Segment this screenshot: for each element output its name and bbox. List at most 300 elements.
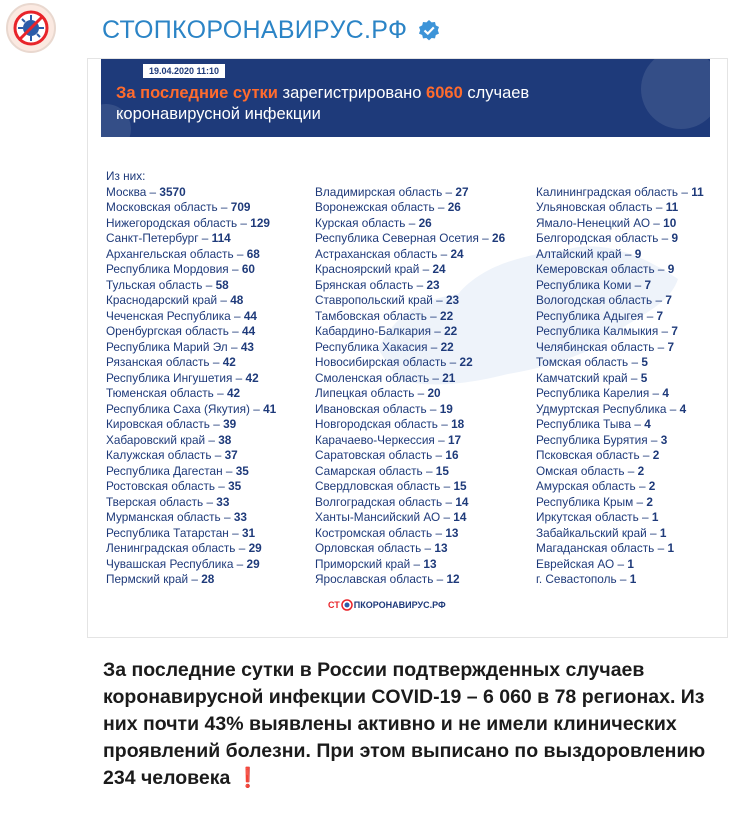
region-count: 29 bbox=[248, 541, 262, 555]
region-count: 7 bbox=[644, 277, 652, 292]
region-name: Республика Тыва bbox=[536, 417, 632, 431]
region-row bbox=[536, 216, 704, 232]
region-name: Курская область bbox=[315, 215, 406, 230]
region-separator: – bbox=[220, 510, 234, 524]
region-row bbox=[536, 278, 704, 294]
region-count: 4 bbox=[644, 417, 651, 431]
region-name: Санкт-Петербург bbox=[106, 231, 199, 245]
region-name: Орловская область bbox=[315, 541, 422, 555]
region-row bbox=[315, 386, 505, 402]
region-name: Амурская область bbox=[536, 479, 636, 493]
region-count: 19 bbox=[439, 401, 453, 416]
region-separator: – bbox=[203, 494, 217, 509]
region-name: Кемеровская область bbox=[536, 262, 655, 276]
region-separator: – bbox=[643, 308, 657, 323]
region-count: 26 bbox=[447, 200, 461, 214]
region-separator: – bbox=[228, 525, 242, 540]
region-count: 26 bbox=[492, 231, 506, 245]
headline-number: 6060 bbox=[426, 84, 463, 102]
region-separator: – bbox=[633, 494, 647, 509]
region-count: 60 bbox=[241, 262, 255, 276]
region-separator: – bbox=[433, 572, 447, 586]
region-name: Республика Адыгея bbox=[536, 308, 644, 323]
region-name: Ивановская область bbox=[315, 401, 427, 416]
region-name: Республика Хакасия bbox=[315, 339, 428, 354]
region-name: Ульяновская область bbox=[536, 200, 653, 214]
channel-avatar[interactable] bbox=[6, 3, 56, 53]
region-separator: – bbox=[616, 572, 630, 586]
region-separator: – bbox=[649, 386, 663, 400]
region-name: Липецкая область bbox=[315, 386, 415, 400]
region-separator: – bbox=[628, 355, 642, 369]
region-row bbox=[536, 448, 704, 464]
region-row bbox=[106, 324, 276, 340]
region-count: 5 bbox=[640, 370, 648, 385]
region-separator: – bbox=[426, 308, 441, 323]
region-row bbox=[536, 495, 704, 511]
region-count: 7 bbox=[665, 293, 672, 307]
region-separator: – bbox=[639, 448, 653, 462]
region-separator: – bbox=[631, 277, 645, 292]
region-separator: – bbox=[146, 184, 160, 199]
region-row bbox=[106, 510, 276, 526]
region-row bbox=[315, 247, 505, 263]
region-row bbox=[106, 200, 276, 216]
region-count: 13 bbox=[445, 525, 459, 540]
region-row bbox=[106, 479, 276, 495]
region-count: 3570 bbox=[159, 184, 186, 199]
region-row bbox=[315, 510, 505, 526]
report-date: 19.04.2020 11:10 bbox=[143, 64, 225, 78]
region-count: 28 bbox=[201, 572, 215, 586]
region-row bbox=[315, 293, 505, 309]
region-separator: – bbox=[627, 370, 641, 385]
region-name: Камчатский край bbox=[536, 370, 628, 385]
region-separator: – bbox=[430, 324, 445, 338]
region-separator: – bbox=[215, 479, 229, 493]
region-row bbox=[315, 448, 505, 464]
exclamation-emoji-icon: ❗ bbox=[235, 767, 261, 789]
region-row bbox=[315, 417, 505, 433]
region-separator: – bbox=[647, 432, 661, 447]
region-name: Псковская область bbox=[536, 448, 640, 462]
region-name: Владимирская область bbox=[315, 184, 443, 199]
region-row bbox=[315, 262, 505, 278]
region-row bbox=[315, 526, 505, 542]
region-name: Тюменская область bbox=[106, 386, 214, 400]
region-row bbox=[536, 293, 704, 309]
region-count: 15 bbox=[435, 463, 449, 478]
region-separator: – bbox=[410, 556, 424, 571]
region-name: Новосибирская область bbox=[315, 355, 447, 369]
region-separator: – bbox=[437, 246, 451, 261]
region-row bbox=[536, 324, 704, 340]
region-separator: – bbox=[658, 231, 672, 245]
region-name: Республика Саха (Якутия) bbox=[106, 401, 250, 416]
region-count: 10 bbox=[663, 215, 677, 230]
region-row bbox=[106, 340, 276, 356]
region-separator: – bbox=[678, 184, 692, 199]
region-count: 39 bbox=[223, 417, 237, 431]
virus-decoration bbox=[641, 59, 710, 129]
region-name: Республика Северная Осетия bbox=[315, 231, 479, 245]
region-row bbox=[315, 355, 505, 371]
region-separator: – bbox=[413, 277, 427, 292]
region-row bbox=[315, 495, 505, 511]
region-row bbox=[315, 371, 505, 387]
region-name: Республика Крым bbox=[536, 494, 634, 509]
region-count: 4 bbox=[679, 401, 687, 416]
region-row bbox=[106, 572, 276, 588]
regions-column-1 bbox=[106, 169, 276, 588]
region-row bbox=[106, 309, 276, 325]
region-name: Еврейская АО bbox=[536, 556, 615, 571]
region-separator: – bbox=[429, 370, 443, 385]
region-count: 7 bbox=[656, 308, 664, 323]
region-row bbox=[315, 324, 505, 340]
region-separator: – bbox=[621, 246, 635, 261]
region-separator: – bbox=[646, 525, 660, 540]
region-name: Саратовская область bbox=[315, 448, 433, 462]
region-count: 16 bbox=[445, 448, 459, 462]
region-count: 35 bbox=[228, 479, 242, 493]
region-count: 12 bbox=[446, 572, 460, 586]
region-count: 14 bbox=[455, 494, 469, 509]
region-name: Республика Ингушетия bbox=[106, 370, 233, 385]
region-separator: – bbox=[427, 339, 441, 354]
region-count: 38 bbox=[218, 432, 232, 447]
channel-name[interactable]: СТОПКОРОНАВИРУС.РФ bbox=[102, 16, 408, 44]
region-separator: – bbox=[426, 401, 440, 416]
region-count: 29 bbox=[246, 556, 260, 571]
region-count: 1 bbox=[667, 541, 674, 555]
region-row bbox=[315, 185, 505, 201]
region-separator: – bbox=[422, 463, 436, 478]
region-row bbox=[315, 557, 505, 573]
verified-badge-icon bbox=[417, 19, 441, 43]
region-separator: – bbox=[440, 479, 454, 493]
region-name: Омская область bbox=[536, 463, 625, 478]
region-row bbox=[315, 541, 505, 557]
headline-prefix: За последние сутки bbox=[116, 84, 278, 102]
region-row bbox=[106, 495, 276, 511]
region-name: Приморский край bbox=[315, 556, 411, 571]
region-row bbox=[315, 231, 505, 247]
region-separator: – bbox=[652, 293, 666, 307]
region-count: 37 bbox=[224, 448, 238, 462]
region-separator: – bbox=[217, 293, 231, 307]
region-row bbox=[536, 464, 704, 480]
region-row bbox=[536, 510, 704, 526]
channel-header bbox=[102, 16, 441, 45]
region-separator: – bbox=[209, 355, 223, 369]
region-separator: – bbox=[432, 525, 446, 540]
region-count: 7 bbox=[671, 324, 678, 338]
region-count: 26 bbox=[418, 215, 432, 230]
region-separator: – bbox=[202, 277, 216, 292]
region-separator: – bbox=[666, 401, 680, 416]
region-name: Краснодарский край bbox=[106, 293, 218, 307]
region-name: Томская область bbox=[536, 355, 629, 369]
region-count: 129 bbox=[250, 215, 270, 230]
region-row bbox=[315, 479, 505, 495]
region-separator: – bbox=[237, 215, 251, 230]
region-count: 7 bbox=[667, 339, 675, 354]
region-count: 22 bbox=[440, 308, 454, 323]
region-row bbox=[106, 526, 276, 542]
region-count: 22 bbox=[444, 324, 458, 338]
region-row bbox=[315, 216, 505, 232]
infographic-image[interactable] bbox=[87, 58, 728, 638]
region-separator: – bbox=[233, 556, 247, 571]
region-separator: – bbox=[442, 184, 456, 199]
region-separator: – bbox=[414, 386, 428, 400]
region-name: Республика Бурятия bbox=[536, 432, 648, 447]
region-separator: – bbox=[228, 324, 243, 338]
region-name: Красноярский край bbox=[315, 262, 420, 276]
region-row bbox=[106, 355, 276, 371]
region-row bbox=[106, 417, 276, 433]
region-separator: – bbox=[652, 200, 666, 214]
region-count: 21 bbox=[442, 370, 456, 385]
post-text: За последние сутки в России подтвержденных случаев коронавирусной инфекции COVID-19 – 6 060 в 78 регионах. Из них почти 43% выявлены активно и не имели клинических проявлений болезни. При этом выписано по выздоровлению 234 человека bbox=[103, 659, 706, 789]
region-row bbox=[536, 340, 704, 356]
region-name: Тверская область bbox=[106, 494, 204, 509]
region-name: Чеченская Республика bbox=[106, 308, 231, 323]
region-name: Смоленская область bbox=[315, 370, 430, 385]
region-row bbox=[106, 464, 276, 480]
region-separator: – bbox=[232, 370, 246, 385]
region-count: 48 bbox=[230, 293, 244, 307]
regions-column-2 bbox=[315, 185, 505, 588]
region-count: 11 bbox=[665, 200, 679, 214]
region-name: г. Севастополь bbox=[536, 572, 617, 586]
region-row bbox=[536, 417, 704, 433]
region-name: Рязанская область bbox=[106, 355, 210, 369]
headline-suffix: случаев коронавирусной инфекции bbox=[116, 84, 530, 123]
region-row bbox=[536, 309, 704, 325]
region-name: Ямало-Ненецкий АО bbox=[536, 215, 651, 230]
region-name: Архангельская область bbox=[106, 246, 234, 261]
region-count: 24 bbox=[432, 262, 446, 276]
region-count: 13 bbox=[423, 556, 437, 571]
region-separator: – bbox=[614, 556, 628, 571]
region-row bbox=[536, 185, 704, 201]
region-count: 41 bbox=[263, 401, 277, 416]
region-name: Кировская область bbox=[106, 417, 210, 431]
region-name: Республика Татарстан bbox=[106, 525, 229, 540]
region-row bbox=[315, 200, 505, 216]
region-row bbox=[106, 541, 276, 557]
region-name: Нижегородская область bbox=[106, 215, 238, 230]
region-count: 2 bbox=[646, 494, 653, 509]
logo-virus-icon bbox=[341, 599, 353, 611]
region-separator: – bbox=[446, 355, 460, 369]
region-separator: – bbox=[217, 200, 231, 214]
region-name: Кабардино-Балкария bbox=[315, 324, 431, 338]
region-count: 27 bbox=[455, 184, 469, 199]
region-name: Ростовская область bbox=[106, 479, 215, 493]
region-row bbox=[106, 402, 276, 418]
region-name: Пермский край bbox=[106, 572, 189, 586]
region-count: 22 bbox=[459, 355, 473, 369]
region-count: 42 bbox=[222, 355, 236, 369]
region-count: 13 bbox=[434, 541, 448, 555]
region-name: Ханты-Мансийский АО bbox=[315, 510, 441, 524]
region-name: Республика Марий Эл bbox=[106, 339, 228, 354]
region-name: Забайкальский край bbox=[536, 525, 647, 540]
logo-part-1: СТ bbox=[328, 600, 340, 610]
region-name: Вологодская область bbox=[536, 293, 653, 307]
region-separator: – bbox=[211, 448, 225, 462]
region-name: Самарская область bbox=[315, 463, 423, 478]
region-separator: – bbox=[405, 215, 419, 230]
region-separator: – bbox=[419, 262, 433, 276]
region-separator: – bbox=[440, 510, 454, 524]
region-separator: – bbox=[198, 231, 212, 245]
region-row bbox=[315, 278, 505, 294]
region-count: 2 bbox=[652, 448, 660, 462]
region-count: 42 bbox=[226, 386, 241, 400]
regions-column-3 bbox=[536, 185, 704, 588]
region-name: Республика Дагестан bbox=[106, 463, 223, 478]
region-name: Калининградская область bbox=[536, 184, 679, 199]
region-count: 24 bbox=[450, 246, 464, 261]
region-separator: – bbox=[442, 494, 456, 509]
region-name: Брянская область bbox=[315, 277, 414, 292]
region-row bbox=[315, 340, 505, 356]
stopcoronavirus-logo bbox=[328, 599, 446, 611]
region-row bbox=[106, 216, 276, 232]
region-name: Волгоградская область bbox=[315, 494, 443, 509]
region-name: Белгородская область bbox=[536, 231, 659, 245]
virus-logo-icon bbox=[12, 9, 50, 47]
region-separator: – bbox=[434, 432, 448, 447]
region-count: 1 bbox=[651, 510, 659, 524]
region-name: Хабаровский край bbox=[106, 432, 206, 447]
region-name: Иркутская область bbox=[536, 510, 639, 524]
region-separator: – bbox=[421, 541, 435, 555]
region-name: Костромская область bbox=[315, 525, 433, 540]
region-name: Москва bbox=[106, 184, 147, 199]
region-separator: – bbox=[228, 262, 242, 276]
region-row bbox=[536, 479, 704, 495]
region-name: Ставропольский край bbox=[315, 293, 433, 307]
region-count: 22 bbox=[440, 339, 454, 354]
region-count: 44 bbox=[243, 308, 257, 323]
region-count: 4 bbox=[662, 386, 669, 400]
region-count: 43 bbox=[240, 339, 254, 354]
region-count: 1 bbox=[627, 556, 634, 571]
region-separator: – bbox=[188, 572, 202, 586]
region-separator: – bbox=[222, 463, 236, 478]
region-name: Республика Мордовия bbox=[106, 262, 229, 276]
region-separator: – bbox=[205, 432, 219, 447]
region-separator: – bbox=[213, 386, 227, 400]
region-name: Тамбовская область bbox=[315, 308, 427, 323]
region-count: 31 bbox=[241, 525, 256, 540]
region-separator: – bbox=[635, 479, 649, 493]
region-row bbox=[315, 464, 505, 480]
region-name: Карачаево-Черкессия bbox=[315, 432, 435, 447]
region-row bbox=[536, 433, 704, 449]
region-name: Мурманская область bbox=[106, 510, 221, 524]
region-separator: – bbox=[235, 541, 249, 555]
region-row bbox=[106, 448, 276, 464]
region-row bbox=[536, 402, 704, 418]
region-row bbox=[536, 526, 704, 542]
region-count: 11 bbox=[691, 184, 704, 199]
region-name: Алтайский край bbox=[536, 246, 622, 261]
region-row bbox=[315, 433, 505, 449]
region-name: Астраханская область bbox=[315, 246, 438, 261]
region-row bbox=[106, 185, 276, 201]
region-count: 9 bbox=[671, 231, 679, 245]
region-row bbox=[536, 355, 704, 371]
region-row bbox=[536, 572, 704, 588]
region-row bbox=[106, 557, 276, 573]
region-row bbox=[536, 200, 704, 216]
region-row bbox=[536, 371, 704, 387]
region-name: Ленинградская область bbox=[106, 541, 236, 555]
region-name: Тульская область bbox=[106, 277, 203, 292]
region-name: Оренбургская область bbox=[106, 324, 229, 338]
region-name: Ярославская область bbox=[315, 572, 434, 586]
region-separator: – bbox=[654, 541, 668, 555]
banner-headline bbox=[116, 83, 636, 125]
region-name: Новгородская область bbox=[315, 417, 438, 431]
region-name: Московская область bbox=[106, 200, 218, 214]
region-name: Челябинская область bbox=[536, 339, 655, 354]
region-name: Республика Калмыкия bbox=[536, 324, 659, 338]
region-count: 15 bbox=[453, 479, 467, 493]
region-count: 3 bbox=[660, 432, 668, 447]
region-row bbox=[315, 309, 505, 325]
region-separator: – bbox=[658, 324, 672, 338]
region-count: 68 bbox=[246, 246, 260, 261]
region-row bbox=[106, 433, 276, 449]
region-separator: – bbox=[230, 308, 244, 323]
region-row bbox=[536, 231, 704, 247]
region-row bbox=[315, 572, 505, 588]
region-row bbox=[536, 247, 704, 263]
region-name: Чувашская Республика bbox=[106, 556, 234, 571]
region-separator: – bbox=[209, 417, 224, 431]
region-separator: – bbox=[437, 417, 452, 431]
region-row bbox=[106, 278, 276, 294]
region-name: Республика Карелия bbox=[536, 386, 650, 400]
region-row bbox=[106, 247, 276, 263]
region-count: 17 bbox=[447, 432, 462, 447]
region-count: 35 bbox=[235, 463, 249, 478]
post-message bbox=[103, 657, 708, 792]
region-count: 58 bbox=[215, 277, 229, 292]
region-row bbox=[315, 402, 505, 418]
region-name: Свердловская область bbox=[315, 479, 441, 493]
region-count: 1 bbox=[629, 572, 637, 586]
region-count: 2 bbox=[637, 463, 645, 478]
region-separator: – bbox=[478, 231, 493, 245]
region-count: 1 bbox=[659, 525, 667, 540]
region-count: 23 bbox=[445, 293, 460, 307]
region-name: Воронежская область bbox=[315, 200, 435, 214]
region-count: 5 bbox=[641, 355, 648, 369]
region-row bbox=[536, 386, 704, 402]
region-separator: – bbox=[434, 200, 448, 214]
region-separator: – bbox=[638, 510, 652, 524]
infographic-banner bbox=[101, 59, 710, 137]
region-separator: – bbox=[650, 215, 664, 230]
